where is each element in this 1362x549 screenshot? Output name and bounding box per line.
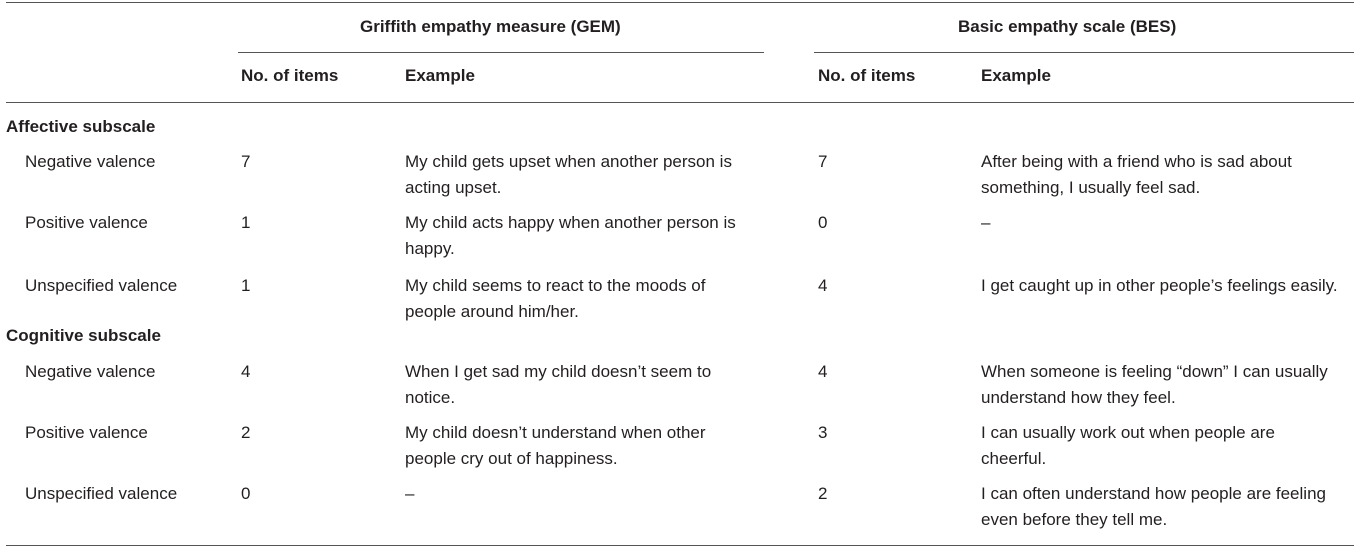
gem-example-header: Example <box>405 66 475 85</box>
gem-items-cell: 1 <box>241 276 251 295</box>
gem-items-cell: 4 <box>241 362 251 381</box>
gem-example-cell: My child doesn’t understand when other people cry out of happiness. <box>405 423 706 468</box>
section-title-cognitive: Cognitive subscale <box>6 326 161 345</box>
section-title-affective: Affective subscale <box>6 117 156 136</box>
header-bottom-rule <box>6 102 1354 103</box>
bes-items-header: No. of items <box>818 66 916 85</box>
gem-example-cell: – <box>405 484 415 503</box>
row-label: Negative valence <box>25 152 156 171</box>
bes-example-cell: – <box>981 213 991 232</box>
bes-items-cell: 2 <box>818 484 828 503</box>
gem-items-cell: 1 <box>241 213 251 232</box>
bes-group-rule <box>814 52 1354 53</box>
row-label: Unspecified valence <box>25 484 178 503</box>
gem-example-cell: My child acts happy when another person is happy. <box>405 213 736 258</box>
bes-example-cell: When someone is feeling “down” I can usually understand how they feel. <box>981 362 1328 407</box>
row-label: Unspecified valence <box>25 276 178 295</box>
gem-example-cell: My child gets upset when another person is acting upset. <box>405 152 732 197</box>
gem-example-cell: When I get sad my child doesn’t seem to notice. <box>405 362 712 407</box>
bes-example-cell: I can often understand how people are feeling even before they tell me. <box>981 484 1326 529</box>
bes-items-cell: 7 <box>818 152 828 171</box>
bes-items-cell: 3 <box>818 423 828 442</box>
gem-group-rule <box>238 52 764 53</box>
bes-items-cell: 0 <box>818 213 828 232</box>
row-label: Positive valence <box>25 213 148 232</box>
row-label: Positive valence <box>25 423 148 442</box>
gem-example-cell: My child seems to react to the moods of people around him/her. <box>405 276 706 321</box>
table-top-rule <box>6 2 1354 3</box>
gem-items-cell: 7 <box>241 152 251 171</box>
bes-title: Basic empathy scale (BES) <box>958 17 1177 36</box>
gem-items-cell: 0 <box>241 484 251 503</box>
bes-example-header: Example <box>981 66 1051 85</box>
bes-example-cell: After being with a friend who is sad about something, I usually feel sad. <box>981 152 1292 197</box>
table-bottom-rule <box>6 545 1354 546</box>
bes-items-cell: 4 <box>818 362 828 381</box>
bes-items-cell: 4 <box>818 276 828 295</box>
bes-example-cell: I get caught up in other people’s feelings easily. <box>981 276 1338 295</box>
gem-title: Griffith empathy measure (GEM) <box>360 17 621 36</box>
bes-example-cell: I can usually work out when people are cheerful. <box>981 423 1275 468</box>
gem-items-header: No. of items <box>241 66 339 85</box>
gem-items-cell: 2 <box>241 423 251 442</box>
row-label: Negative valence <box>25 362 156 381</box>
